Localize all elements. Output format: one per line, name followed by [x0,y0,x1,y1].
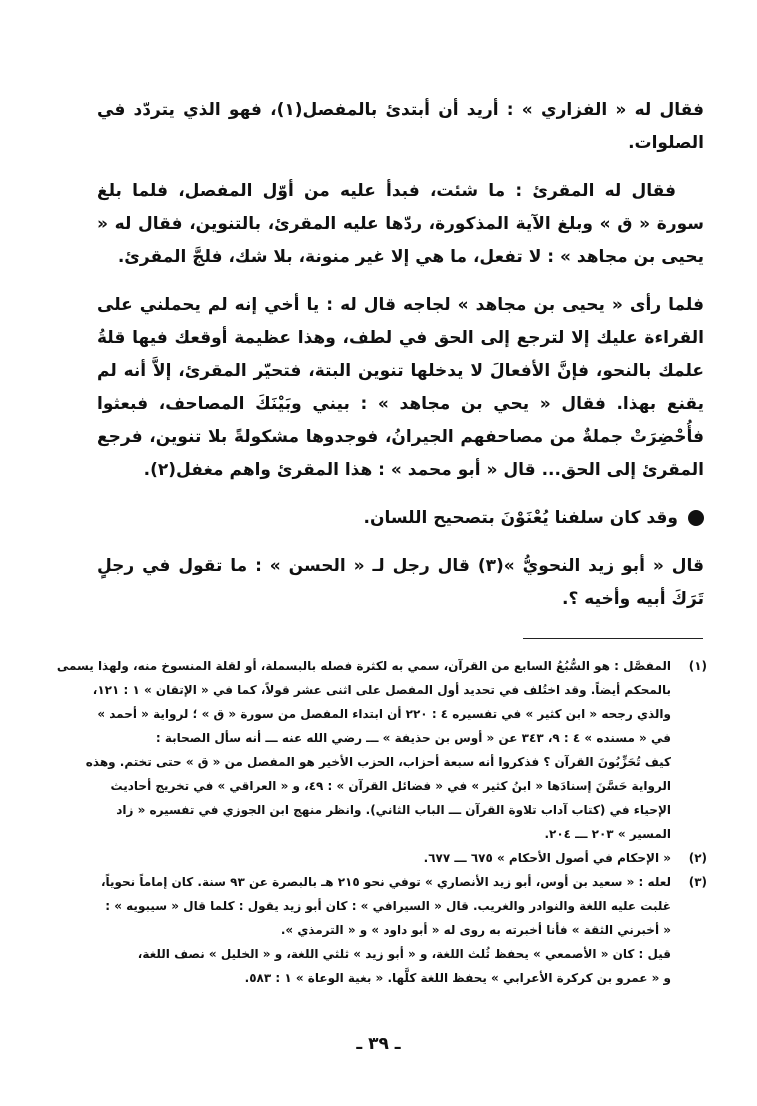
footnote-line: و « عمرو بن كركرة الأعرابي » يحفظ اللغة كلَّها. « بغية الوعاة » ١ : ٥٨٣. [244,971,671,985]
footnote-line: غلبت عليه اللغة والنوادر والغريب. قال « السيرافي » : كان أبو زيد يقول : كلما قال « سيبويه » : [105,899,671,913]
page-number: ـ ٣٩ ـ [356,1034,401,1054]
paragraph-3: فلما رأى « يحيى بن مجاهد » لجاجه قال له : يا أخي إنه لم يحملني على القراءة عليك إلا لترجع إلى الحق في لطف، وهذا عظيمة أوقعك فيها قلةُ علمك بالنحو، فإنَّ الأفعالَ لا يدخلها تنوين البتة، فتحيّر المقرئ، إلاَّ أنه لم يقنع بهذا. فقال « يحي بن مجاهد » : بيني وبَيْنَكَ المصاحف، فبعثوا فأُحْضِرَتْ جملةٌ من مصاحفهم الجيرانُ، فوجدوها مشكولةً بلا تنوين، فرجع المقرئ إلى الحق... قال « أبو محمد » : هذا المقرئ واهم مغفل(٢). [97,295,704,480]
footnote-number: (٢) [688,851,707,865]
paragraph-2: فقال له المقرئ : ما شئت، فبدأ عليه من أوّل المفصل، فلما بلغ سورة « ق » وبلغ الآية المذكورة، ردّها عليه المقرئ، بالتنوين، فقال له « يحيى بن مجاهد » : لا تفعل، ما هي إلا غير منونة، بلا شك، فلجَّ المقرئ. [97,181,704,267]
footnote-divider [523,638,703,639]
footnote-line: « الإحكام في أصول الأحكام » ٦٧٥ ـــ ٦٧٧. [423,851,671,865]
footnote-line: كيف تُحَزِّبُونَ القرآن ؟ فذكروا أنه سبعة أحزاب، الحزب الأخير هو المفصل من « ق » حتى تختم. وهذه [85,755,671,769]
footnote-line: بالمحكم أيضاً. وقد اختُلف في تحديد أول المفصل على اثنى عشر قولاً، كما في « الإتقان » ١ : ١٢١، [92,683,671,697]
footnote-line: في « مسنده » ٤ : ٩، ٣٤٣ عن « أوس بن حذيفة » ـــ رضي الله عنه ـــ أنه سأل الصحابة : [155,731,671,745]
footnote-number: (٣) [688,875,707,889]
main-text [97,94,704,631]
footnote-number: (١) [688,659,707,673]
footnote-line: المسير » ٢٠٣ ـــ ٢٠٤. [544,827,671,841]
footnote-line: المفصَّل : هو السُّبُعُ السابع من القرآن، سمي به لكثرة فصله بالبسملة، أو لقلة المنسوخ منه، ولهذا يسمى [56,659,671,673]
footnote-line: الرواية حَسَّنَ إسنادَها « ابنُ كثير » في « فضائل القرآن » : ٤٩، و « العراقي » في تخريج أحاديث [110,779,671,793]
footnote-1 [56,654,707,846]
paragraph-1: فقال له « الفزاري » : أريد أن أبتدئ بالمفصل(١)، فهو الذي يتردّد في الصلوات. [97,100,705,153]
footnote-line: والذي رجحه « ابن كثير » في تفسيره ٤ : ٢٢٠ أن ابتداء المفصل من سورة « ق » ؛ لرواية « أحمد » [97,707,671,721]
paragraph-4-text: وقد كان سلفنا يُعْنَوْنَ بتصحيح اللسان. [363,508,678,528]
footnote-line: قيل : كان « الأصمعي » يحفظ ثُلث اللغة، و « أبو زيد » ثلثي اللغة، و « الخليل » نصف اللغة، [137,947,671,961]
footnote-3 [97,870,707,990]
footnote-line: لعله : « سعيد بن أوس، أبو زيد الأنصاري » توفي نحو ٢١٥ هـ بالبصرة عن ٩٣ سنة. كان إماماً نحوياً، [100,875,671,889]
bullet-icon [688,510,704,526]
footnote-line: الإحياء في (كتاب آداب تلاوة القرآن ـــ الباب الثاني). وانظر منهج ابن الجوزي في تفسيره « زاد [116,803,671,817]
paragraph-5: قال « أبو زيد النحويُّ »(٣) قال رجل لـ « الحسن » : ما تقول في رجلٍ تَرَكَ أبيه وأخيه ؟. [97,556,704,609]
footnotes [56,654,707,990]
footnote-2 [97,846,707,870]
footnote-line: « أخبرني الثقة » فأنا أخبرته به روى له « أبو داود » و « الترمذي ». [280,923,671,937]
paragraph-4 [97,502,704,535]
